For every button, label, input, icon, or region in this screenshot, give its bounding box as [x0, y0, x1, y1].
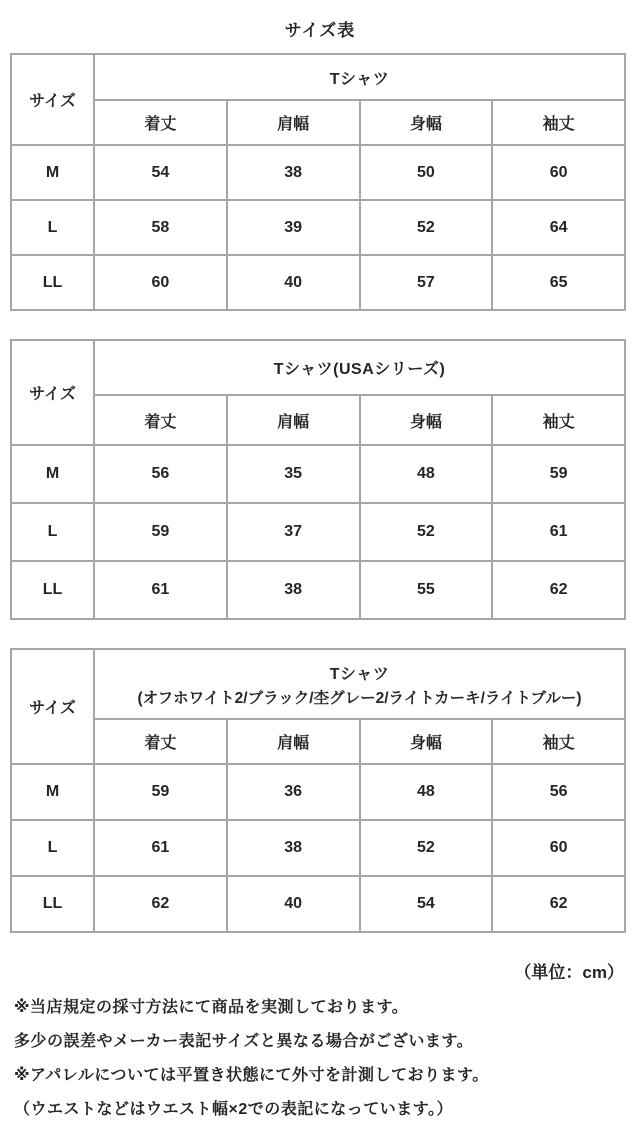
size-row-label: L [11, 503, 94, 561]
size-column-header: サイズ [11, 340, 94, 445]
measurement-value: 40 [227, 255, 360, 310]
measurement-value: 38 [227, 561, 360, 619]
measurement-value: 52 [360, 200, 493, 255]
measurement-value: 54 [360, 876, 493, 932]
size-row-label: L [11, 200, 94, 255]
measurement-value: 56 [492, 764, 625, 820]
measurement-value: 64 [492, 200, 625, 255]
size-table-tshirt [10, 53, 626, 311]
measurement-value: 52 [360, 503, 493, 561]
size-table-tshirt-colors [10, 648, 626, 933]
measurement-value: 48 [360, 445, 493, 503]
measurement-value: 61 [94, 561, 227, 619]
measure-column-header: 袖丈 [492, 100, 625, 145]
measurement-value: 62 [492, 876, 625, 932]
measure-column-header: 袖丈 [492, 395, 625, 445]
table-row [11, 255, 625, 310]
product-header-line2: (オフホワイト2/ブラック/杢グレー2/ライトカーキ/ライトブルー) [137, 689, 582, 707]
size-row-label: M [11, 764, 94, 820]
measure-column-header: 身幅 [360, 719, 493, 764]
size-row-label: LL [11, 561, 94, 619]
size-table-tshirt-usa [10, 339, 626, 620]
unit-note: （単位：cm） [514, 963, 624, 982]
table-row [11, 445, 625, 503]
measurement-value: 50 [360, 145, 493, 200]
size-row-label: M [11, 145, 94, 200]
measurement-value: 48 [360, 764, 493, 820]
measurement-value: 60 [492, 145, 625, 200]
measurement-value: 38 [227, 145, 360, 200]
measurement-value: 56 [94, 445, 227, 503]
measure-column-header: 着丈 [94, 395, 227, 445]
measure-column-header: 肩幅 [227, 100, 360, 145]
measurement-value: 37 [227, 503, 360, 561]
table-row [11, 561, 625, 619]
measurement-value: 55 [360, 561, 493, 619]
product-header: Tシャツ [94, 54, 625, 100]
measure-column-header: 身幅 [360, 100, 493, 145]
measurement-value: 62 [492, 561, 625, 619]
measurement-value: 60 [94, 255, 227, 310]
table-row [11, 764, 625, 820]
measurement-value: 59 [94, 503, 227, 561]
measure-column-header: 着丈 [94, 719, 227, 764]
measurement-value: 61 [492, 503, 625, 561]
size-row-label: LL [11, 255, 94, 310]
measurement-value: 54 [94, 145, 227, 200]
measurement-value: 65 [492, 255, 625, 310]
page-title: サイズ表 [284, 21, 356, 40]
measurement-value: 62 [94, 876, 227, 932]
note-line: （ウエストなどはウエスト幅×2での表記になっています。） [14, 1101, 453, 1118]
measurement-value: 35 [227, 445, 360, 503]
measurement-value: 38 [227, 820, 360, 876]
product-header: Tシャツ(USAシリーズ) [94, 340, 625, 395]
size-column-header: サイズ [11, 54, 94, 145]
measurement-value: 58 [94, 200, 227, 255]
measurement-value: 59 [94, 764, 227, 820]
measurement-value: 60 [492, 820, 625, 876]
measure-column-header: 身幅 [360, 395, 493, 445]
note-line: ※アパレルについては平置き状態にて外寸を計測しております。 [14, 1067, 489, 1084]
size-row-label: L [11, 820, 94, 876]
measure-column-header: 肩幅 [227, 395, 360, 445]
measurement-notes [14, 991, 640, 1127]
measurement-value: 40 [227, 876, 360, 932]
table-row [11, 145, 625, 200]
size-row-label: M [11, 445, 94, 503]
table-row [11, 820, 625, 876]
note-line: ※当店規定の採寸方法にて商品を実測しております。 [14, 999, 409, 1016]
measure-column-header: 着丈 [94, 100, 227, 145]
measure-column-header: 袖丈 [492, 719, 625, 764]
product-header-line1: Tシャツ [329, 665, 390, 683]
measurement-value: 39 [227, 200, 360, 255]
measurement-value: 52 [360, 820, 493, 876]
measurement-value: 59 [492, 445, 625, 503]
note-line: 多少の誤差やメーカー表記サイズと異なる場合がございます。 [14, 1033, 474, 1050]
measurement-value: 36 [227, 764, 360, 820]
size-column-header: サイズ [11, 649, 94, 764]
table-row [11, 200, 625, 255]
table-row [11, 503, 625, 561]
table-row [11, 876, 625, 932]
product-header [94, 649, 625, 719]
measurement-value: 57 [360, 255, 493, 310]
measure-column-header: 肩幅 [227, 719, 360, 764]
measurement-value: 61 [94, 820, 227, 876]
size-row-label: LL [11, 876, 94, 932]
